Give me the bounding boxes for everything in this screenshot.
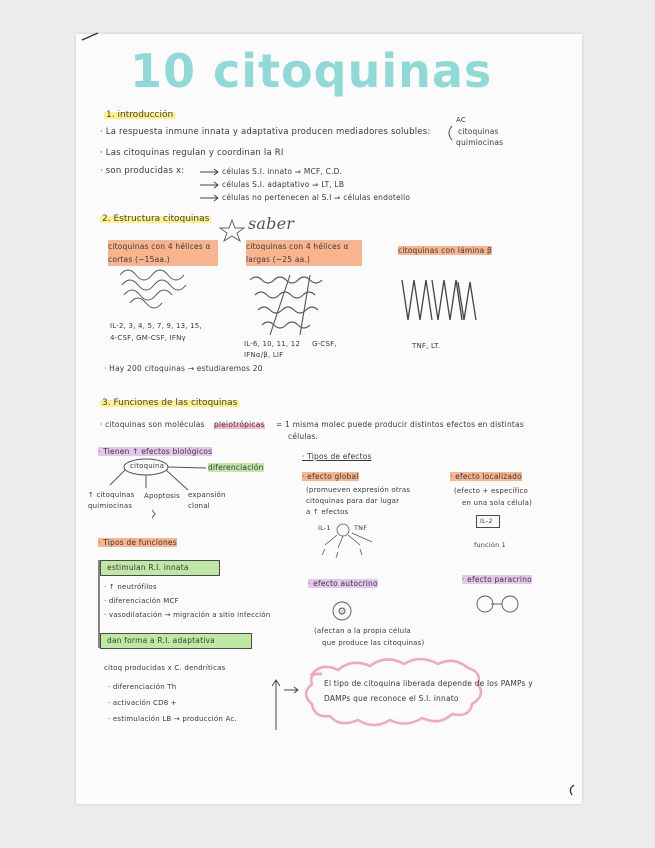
structure-heading: 2. Estructura citoquinas bbox=[102, 214, 210, 224]
col1-list-a: IL-2, 3, 4, 5, 7, 9, 13, 15, bbox=[110, 322, 202, 330]
effects-heading: · Tipos de efectos bbox=[302, 452, 372, 461]
adapt-3: · estimulación LB → producción Ac. bbox=[108, 715, 237, 723]
effects-label: · Tienen ↑ efectos biológicos bbox=[98, 447, 213, 456]
innate-box bbox=[100, 560, 220, 576]
saber-note: saber bbox=[248, 214, 295, 233]
bracket-citoquinas: citoquinas bbox=[458, 127, 499, 136]
col2-list-c: G-CSF, bbox=[312, 340, 337, 348]
adapt-2: · activación CD8 + bbox=[108, 699, 177, 707]
global-desc-c: a ↑ efectos bbox=[306, 508, 349, 516]
col2-list-b: IFNα/β, LIF bbox=[244, 351, 284, 359]
cascade-il1: IL-1 bbox=[318, 524, 331, 532]
bracket-quimiocinas: quimiocinas bbox=[456, 138, 504, 147]
intro-line-1: · La respuesta inmune innata y adaptativa producen mediadores solubles: bbox=[100, 127, 431, 137]
global-effect: · efecto global bbox=[302, 472, 359, 481]
local-desc-a: (efecto + específico bbox=[454, 487, 529, 495]
col3-title: citoquinas con lámina β bbox=[398, 246, 493, 255]
cloud-note: El tipo de citoquina liberada depende de los PAMPs y DAMPs que reconoce el S.I. innato bbox=[324, 679, 533, 703]
helix-4-long-drawing bbox=[250, 275, 322, 335]
adaptive-box-label: dan forma a R.I. adaptativa bbox=[107, 636, 215, 645]
intro-arrow-3: células no pertenecen al S.I ⇒ células endotelio bbox=[222, 193, 411, 202]
adapt-1: · diferenciación Th bbox=[108, 683, 177, 691]
pleiotropic-word: pleiotrópicas bbox=[214, 420, 265, 429]
center-citoquina: citoquina bbox=[130, 462, 165, 470]
col2-list-a: IL-6, 10, 11, 12 bbox=[244, 340, 301, 348]
col1-list-b: 4-CSF, GM-CSF, IFNγ bbox=[110, 334, 186, 342]
pleio-b: = 1 misma molec puede producir distintos efectos en distintas bbox=[276, 420, 524, 429]
col1-title: citoquinas con 4 hélices α cortas (~15aa.) bbox=[108, 240, 218, 266]
cytokine-count: · Hay 200 citoquinas → estudiaremos 20 bbox=[104, 364, 263, 373]
paracrine-effect: · efecto paracrino bbox=[462, 575, 532, 584]
functions-heading: 3. Funciones de las citoquinas bbox=[102, 398, 238, 408]
page-title: 10 citoquinas bbox=[130, 44, 493, 98]
helix-4-short-drawing bbox=[120, 270, 186, 308]
autocrine-effect: · efecto autocrino bbox=[308, 579, 378, 588]
innate-1: · ↑ neutrófilos bbox=[104, 583, 157, 591]
intro-line-3: · son producidas x: bbox=[100, 166, 185, 176]
produced-by: citoq producidas x C. dendríticas bbox=[104, 664, 226, 672]
innate-2: · diferenciación MCF bbox=[104, 597, 179, 605]
bubble-chemokines: ↑ citoquinas quimiocinas bbox=[88, 491, 135, 510]
intro-arrow-2: células S.I. adaptativo ⇒ LT, LB bbox=[222, 180, 345, 189]
global-desc-b: citoquinas para dar lugar bbox=[306, 497, 400, 505]
bubble-differentiation: diferenciación bbox=[208, 463, 264, 472]
local-effect: · efecto localizado bbox=[450, 472, 522, 481]
autocrine-desc-b: que produce las citoquinas) bbox=[322, 639, 425, 647]
innate-box-label: estimulan R.I. innata bbox=[107, 563, 189, 572]
bracket-ac: AC bbox=[456, 116, 466, 124]
adaptive-box bbox=[100, 633, 252, 649]
function-types-label: · Tipos de funciones bbox=[98, 538, 177, 547]
pleio-c: células. bbox=[288, 432, 319, 441]
beta-sheet-drawing bbox=[402, 280, 476, 320]
local-desc-b: en una sola célula) bbox=[462, 499, 533, 507]
global-desc-a: (promueven expresión otras bbox=[306, 486, 411, 494]
innate-3: · vasodilatación → migración a sitio infección bbox=[104, 611, 271, 619]
cascade-tnf: TNF bbox=[354, 524, 368, 532]
autocrine-desc-a: (afectan a la propia célula bbox=[314, 627, 411, 635]
bubble-apoptosis: Apoptosis bbox=[144, 492, 181, 500]
intro-heading: 1. introducción bbox=[106, 110, 174, 120]
intro-line-2: · Las citoquinas regulan y coordinan la RI bbox=[100, 148, 284, 158]
col3-list: TNF, LT. bbox=[412, 342, 441, 350]
bubble-clonal-expansion: expansión clonal bbox=[188, 491, 226, 510]
intro-arrow-1: células S.I. innato ⇒ MCF, C.D. bbox=[222, 167, 343, 176]
il2-box bbox=[476, 515, 500, 528]
il2-label: IL-2 bbox=[480, 517, 493, 525]
pleio-a: · citoquinas son moléculas bbox=[100, 420, 205, 429]
funcion-1: función 1 bbox=[474, 541, 507, 549]
col2-title: citoquinas con 4 hélices α largas (~25 aa.) bbox=[246, 240, 362, 266]
